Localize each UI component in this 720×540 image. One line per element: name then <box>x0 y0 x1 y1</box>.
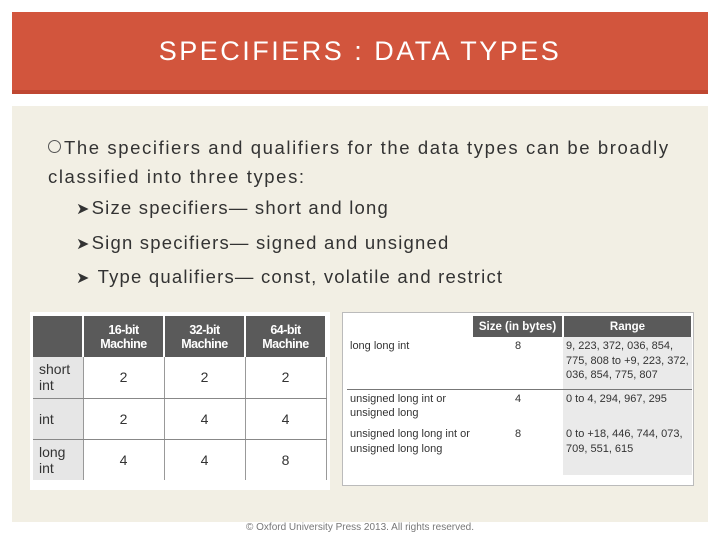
table-cell: 9, 223, 372, 036, 854, 775, 808 to +9, 223, 372, 036, 854, 775, 807 <box>563 337 692 389</box>
range-table <box>342 312 694 486</box>
intro-text: The specifiers and qualifiers for the data types can be broadly classified into three types: <box>48 137 670 187</box>
table-cell: 8 <box>245 439 326 480</box>
sub-bullet-text: Type qualifiers— const, volatile and restrict <box>91 266 504 287</box>
table-header-cell: 64-bit Machine <box>245 316 326 357</box>
row-label: short int <box>33 357 83 398</box>
table-header-cell: Range <box>563 316 692 337</box>
row-label: int <box>33 398 83 439</box>
table-cell: 4 <box>164 439 245 480</box>
table-header-cell: 32-bit Machine <box>164 316 245 357</box>
table-cell: 0 to 4, 294, 967, 295 <box>563 389 692 425</box>
slide-title: SPECIFIERS : DATA TYPES <box>158 35 562 66</box>
table-cell: 8 <box>473 337 563 389</box>
table-cell: 8 <box>473 425 563 475</box>
row-label: unsigned long long int or unsigned long long <box>350 428 470 455</box>
table-cell: 2 <box>83 398 164 439</box>
arrow-bullet-icon: ➤ <box>76 236 91 253</box>
table-cell: 0 to +18, 446, 744, 073, 709, 551, 615 <box>563 425 692 475</box>
table-cell: 2 <box>83 357 164 398</box>
table-row <box>33 439 326 480</box>
table-header-cell: Size (in bytes) <box>473 316 563 337</box>
sub-bullet-size <box>76 197 389 219</box>
table-header-cell: 16-bit Machine <box>83 316 164 357</box>
table-cell: 4 <box>83 439 164 480</box>
table-row <box>347 425 692 475</box>
copyright-footer: © Oxford University Press 2013. All rights reserved. <box>245 522 474 533</box>
machine-size-table <box>30 312 330 490</box>
arrow-bullet-icon: ➤ <box>76 270 91 287</box>
table-cell: 4 <box>473 389 563 425</box>
ring-bullet-icon <box>48 140 61 153</box>
table-header-cell <box>33 316 83 357</box>
table-header-row <box>347 316 692 337</box>
table-header-row <box>33 316 326 357</box>
table-cell: 2 <box>245 357 326 398</box>
row-label: long int <box>33 439 83 480</box>
row-label: long long int <box>347 337 473 389</box>
intro-bullet <box>48 133 688 191</box>
title-bar <box>12 12 708 94</box>
table-row <box>33 398 326 439</box>
table-row <box>347 389 692 425</box>
table-cell: 4 <box>245 398 326 439</box>
table-cell: 4 <box>164 398 245 439</box>
sub-bullet-text: Sign specifiers— signed and unsigned <box>91 232 450 253</box>
sub-bullet-type <box>76 266 503 288</box>
table-header-cell <box>347 316 473 337</box>
sub-bullet-text: Size specifiers— short and long <box>91 197 389 218</box>
sub-bullet-sign <box>76 232 450 254</box>
table-cell: 2 <box>164 357 245 398</box>
row-label: unsigned long int or unsigned long <box>350 392 447 419</box>
table-row <box>33 357 326 398</box>
table-row <box>347 337 692 389</box>
arrow-bullet-icon: ➤ <box>76 201 91 218</box>
